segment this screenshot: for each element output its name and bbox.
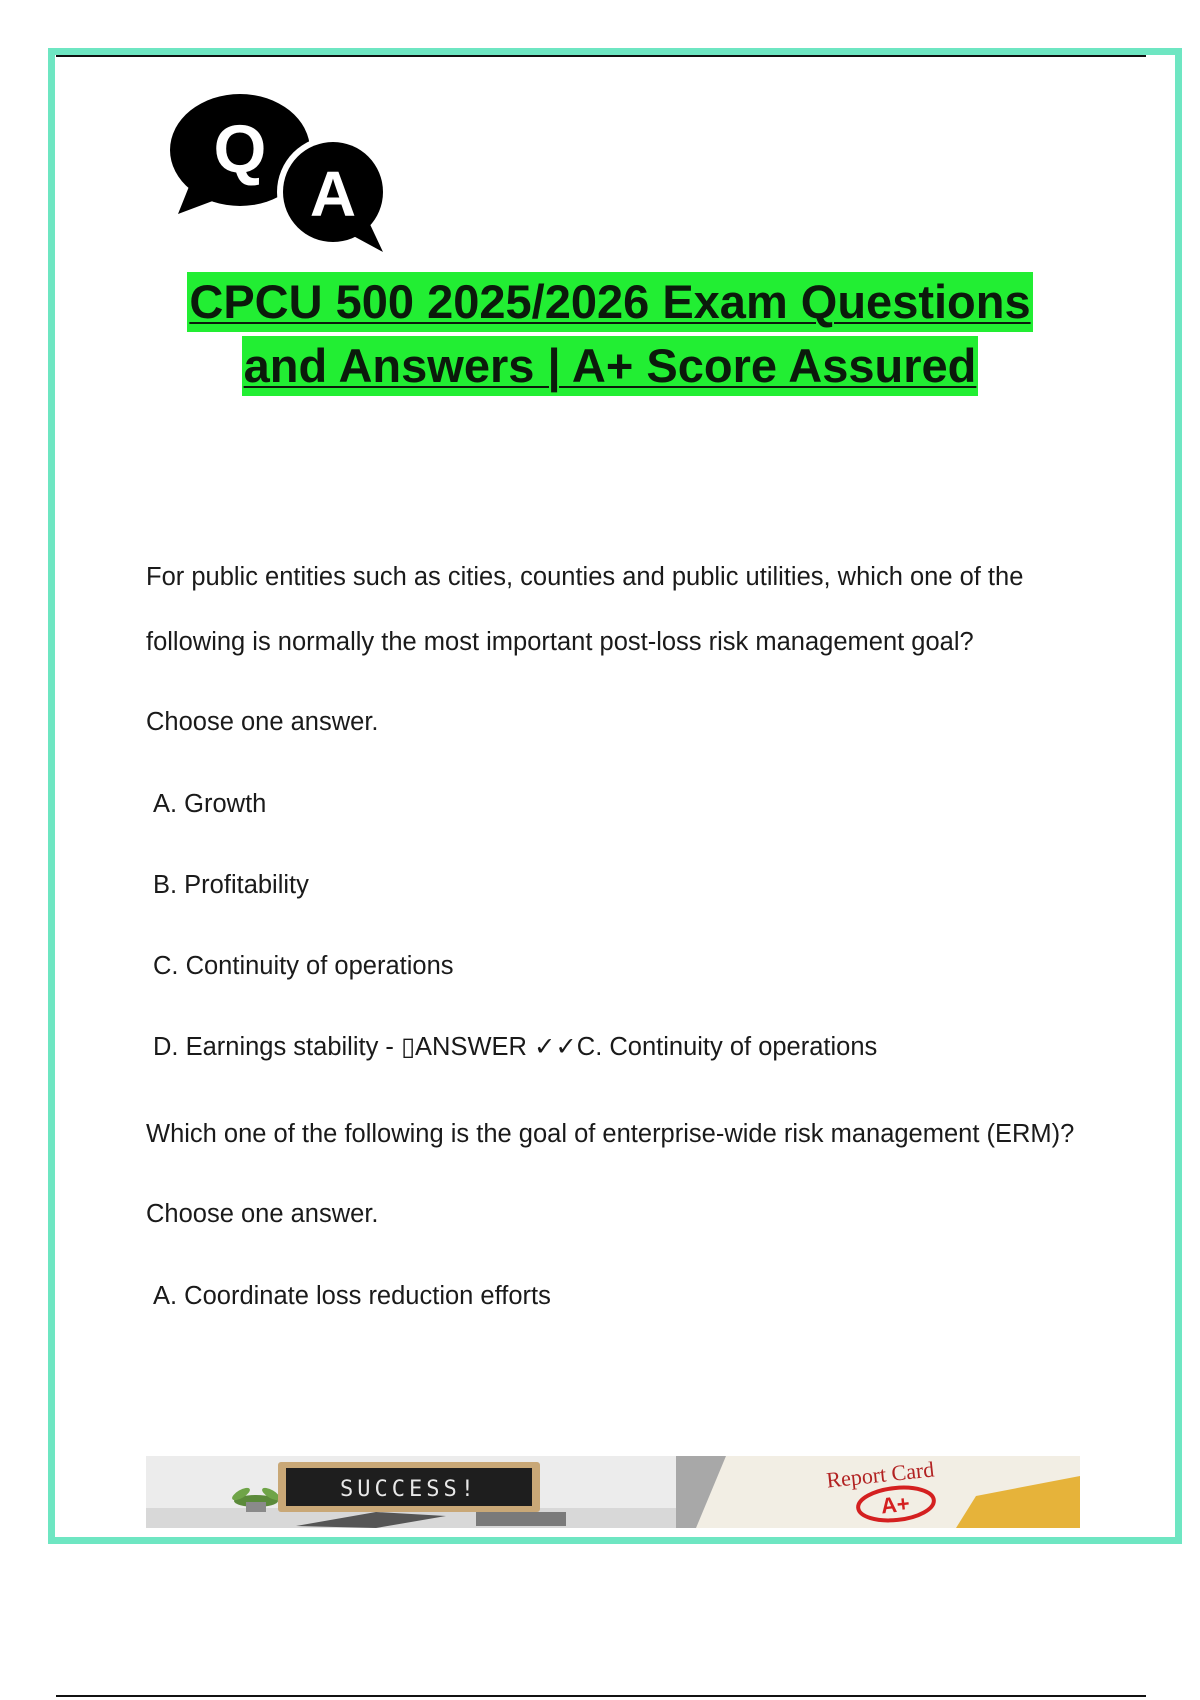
title-line-2: and Answers | A+ Score Assured (242, 336, 979, 396)
report-card-image (676, 1456, 1080, 1528)
success-scene (146, 1456, 676, 1528)
title-line-1: CPCU 500 2025/2026 Exam Questions (187, 272, 1032, 332)
question-2-prompt: Choose one answer. (146, 1200, 379, 1228)
qa-speech-bubbles-icon (168, 92, 408, 262)
question-1-prompt: Choose one answer. (146, 708, 379, 736)
question-2-option-a: A. Coordinate loss reduction efforts (153, 1282, 551, 1310)
question-1-option-a: A. Growth (153, 790, 267, 818)
success-chalkboard-image (146, 1456, 676, 1528)
report-card-scene (676, 1456, 1080, 1528)
bottom-rule (56, 1695, 1146, 1697)
document-title (140, 270, 1080, 398)
report-card-label: Report Card (825, 1456, 936, 1493)
report-card-grade: A+ (879, 1490, 911, 1519)
question-1-option-c: C. Continuity of operations (153, 952, 454, 980)
question-1-text: For public entities such as cities, counties and public utilities, which one of the following is normally the most important post-loss risk management goal? (146, 563, 1024, 656)
question-2-text: Which one of the following is the goal of enterprise-wide risk management (ERM)? (146, 1120, 1075, 1148)
top-rule (56, 55, 1146, 57)
success-sign-text: SUCCESS! (340, 1477, 478, 1502)
a-bubble (277, 136, 389, 252)
question-1-option-b: B. Profitability (153, 871, 309, 899)
a-letter: A (309, 158, 357, 230)
question-1-option-d-answer: D. Earnings stability - ▯ANSWER ✓✓C. Continuity of operations (153, 1033, 878, 1061)
question-content (146, 545, 1091, 1345)
footer-images (146, 1456, 1080, 1528)
q-letter: Q (213, 111, 267, 187)
